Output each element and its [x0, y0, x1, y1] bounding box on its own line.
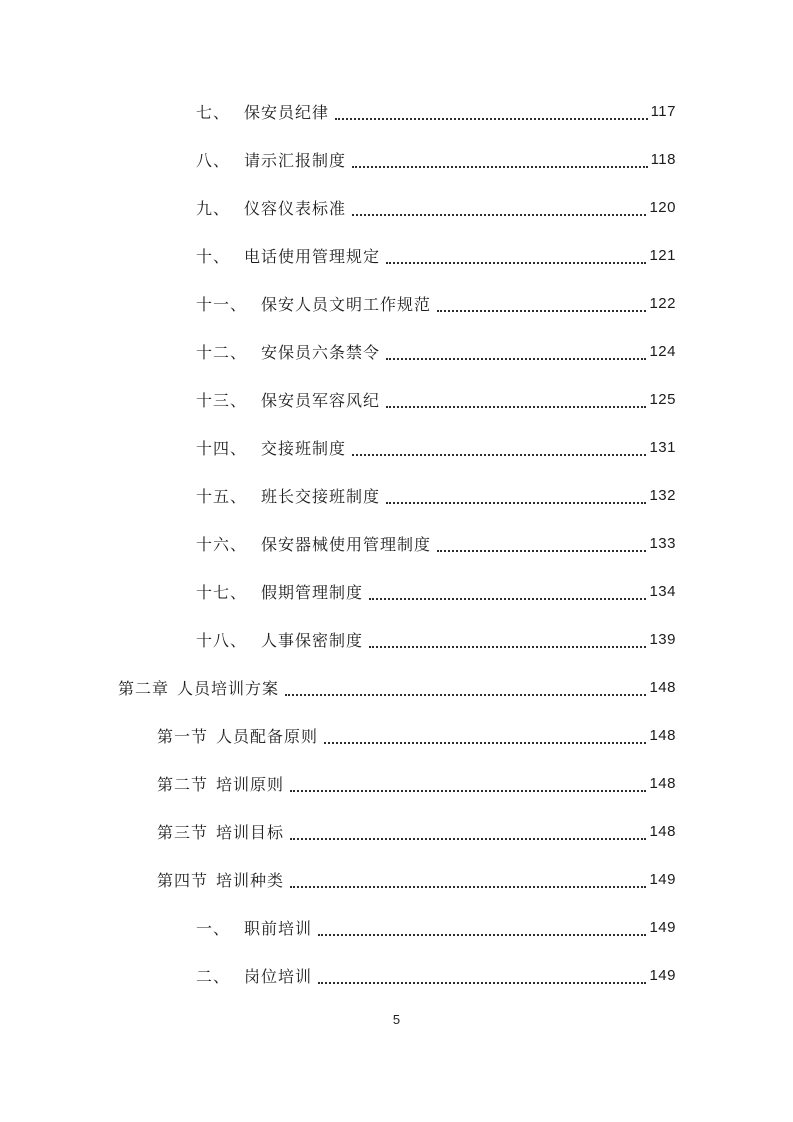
toc-entry-title: 保安员军容风纪	[261, 392, 381, 410]
dot-leader	[386, 343, 646, 360]
toc-entry[interactable]	[118, 567, 676, 615]
toc-entry-number: 第一节	[157, 728, 209, 746]
toc-entry[interactable]	[118, 759, 676, 807]
toc-entry[interactable]	[118, 951, 676, 999]
toc-entry-title: 安保员六条禁令	[261, 344, 381, 362]
table-of-contents	[118, 87, 676, 999]
dot-leader	[290, 823, 646, 840]
toc-entry[interactable]	[118, 903, 676, 951]
toc-entry[interactable]	[118, 711, 676, 759]
toc-entry-page: 149	[649, 918, 676, 936]
toc-entry[interactable]	[118, 231, 676, 279]
toc-entry-page: 134	[649, 582, 676, 600]
toc-entry[interactable]	[118, 183, 676, 231]
toc-entry-number: 十、	[196, 248, 231, 266]
toc-entry-page: 148	[649, 678, 676, 696]
toc-entry[interactable]	[118, 615, 676, 663]
toc-entry[interactable]	[118, 375, 676, 423]
toc-entry[interactable]	[118, 87, 676, 135]
toc-entry-page: 149	[649, 870, 676, 888]
dot-leader	[318, 919, 646, 936]
toc-entry-number: 十六、	[196, 536, 248, 554]
toc-entry-page: 121	[649, 246, 676, 264]
toc-entry-title: 假期管理制度	[261, 584, 364, 602]
toc-entry-page: 124	[649, 342, 676, 360]
toc-entry-page: 120	[649, 198, 676, 216]
dot-leader	[352, 151, 648, 168]
toc-entry[interactable]	[118, 663, 676, 711]
toc-entry-title: 保安员纪律	[244, 104, 330, 122]
toc-entry-title: 职前培训	[244, 920, 313, 938]
dot-leader	[369, 583, 646, 600]
dot-leader	[386, 247, 646, 264]
toc-entry[interactable]	[118, 807, 676, 855]
dot-leader	[369, 631, 646, 648]
toc-entry-title: 人员配备原则	[216, 728, 319, 746]
toc-entry-number: 十五、	[196, 488, 248, 506]
toc-entry-number: 一、	[196, 920, 231, 938]
toc-entry-page: 125	[649, 390, 676, 408]
toc-entry[interactable]	[118, 519, 676, 567]
toc-entry-number: 十八、	[196, 632, 248, 650]
toc-entry-page: 148	[649, 726, 676, 744]
dot-leader	[386, 487, 646, 504]
dot-leader	[386, 391, 646, 408]
toc-entry-number: 十三、	[196, 392, 248, 410]
dot-leader	[437, 295, 646, 312]
toc-entry[interactable]	[118, 855, 676, 903]
toc-entry-page: 149	[649, 966, 676, 984]
toc-entry-page: 118	[650, 150, 676, 168]
toc-entry-number: 第四节	[157, 872, 209, 890]
toc-entry-title: 保安器械使用管理制度	[261, 536, 432, 554]
toc-entry-page: 148	[649, 822, 676, 840]
toc-entry-number: 第三节	[157, 824, 209, 842]
dot-leader	[324, 727, 646, 744]
toc-entry-title: 培训目标	[216, 824, 285, 842]
toc-entry-title: 培训原则	[216, 776, 285, 794]
toc-entry-number: 七、	[196, 104, 231, 122]
toc-entry-title: 人员培训方案	[177, 680, 280, 698]
toc-entry-page: 139	[649, 630, 676, 648]
toc-entry-number: 十四、	[196, 440, 248, 458]
dot-leader	[318, 967, 646, 984]
page-footer	[0, 1012, 793, 1027]
toc-entry-title: 仪容仪表标准	[244, 200, 347, 218]
toc-entry-number: 十一、	[196, 296, 248, 314]
toc-entry-number: 九、	[196, 200, 231, 218]
toc-entry-title: 请示汇报制度	[244, 152, 347, 170]
toc-entry-number: 十七、	[196, 584, 248, 602]
dot-leader	[352, 439, 646, 456]
toc-entry-page: 133	[649, 534, 676, 552]
dot-leader	[285, 679, 646, 696]
toc-entry-page: 148	[649, 774, 676, 792]
toc-entry-title: 电话使用管理规定	[244, 248, 381, 266]
toc-entry-title: 班长交接班制度	[261, 488, 381, 506]
toc-entry-title: 培训种类	[216, 872, 285, 890]
toc-entry-page: 131	[649, 438, 676, 456]
toc-entry-number: 第二节	[157, 776, 209, 794]
toc-entry-page: 117	[650, 102, 676, 120]
dot-leader	[290, 871, 646, 888]
toc-entry-number: 第二章	[118, 680, 170, 698]
dot-leader	[335, 103, 648, 120]
toc-entry[interactable]	[118, 327, 676, 375]
toc-entry-number: 八、	[196, 152, 231, 170]
page-number: 5	[392, 1012, 401, 1027]
dot-leader	[437, 535, 646, 552]
dot-leader	[352, 199, 646, 216]
toc-entry[interactable]	[118, 279, 676, 327]
toc-entry-title: 交接班制度	[261, 440, 347, 458]
toc-entry-page: 122	[649, 294, 676, 312]
toc-entry-number: 十二、	[196, 344, 248, 362]
toc-entry-number: 二、	[196, 968, 231, 986]
toc-entry[interactable]	[118, 423, 676, 471]
toc-entry-title: 人事保密制度	[261, 632, 364, 650]
toc-entry[interactable]	[118, 135, 676, 183]
dot-leader	[290, 775, 646, 792]
toc-entry-title: 保安人员文明工作规范	[261, 296, 432, 314]
toc-entry[interactable]	[118, 471, 676, 519]
toc-entry-title: 岗位培训	[244, 968, 313, 986]
toc-entry-page: 132	[649, 486, 676, 504]
